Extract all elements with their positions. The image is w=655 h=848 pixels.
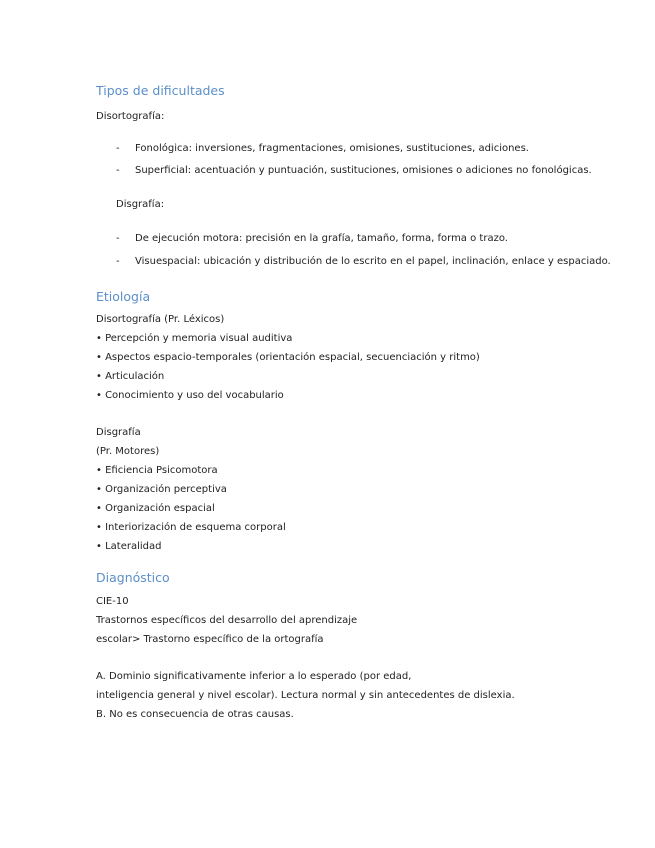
list-item: • Lateralidad xyxy=(96,541,162,552)
diagnostic-text: Trastornos específicos del desarrollo del aprendizaje xyxy=(96,615,358,626)
list-item: De ejecución motora: precisión en la grafía, tamaño, forma, forma o trazo. xyxy=(135,233,508,244)
criterion-a: A. Dominio significativamente inferior a lo esperado (por edad, xyxy=(96,671,412,682)
diagnostic-code: CIE-10 xyxy=(96,596,129,607)
list-item: • Articulación xyxy=(96,371,165,382)
section-heading-diagnostico: Diagnóstico xyxy=(96,570,170,585)
list-item: Superficial: acentuación y puntuación, sustituciones, omisiones o adiciones no fonológicas. xyxy=(135,165,592,176)
disgrafia-label: Disgrafía: xyxy=(116,199,165,210)
dash-bullet: - xyxy=(116,143,120,154)
list-item: • Conocimiento y uso del vocabulario xyxy=(96,390,284,401)
criterion-b: B. No es consecuencia de otras causas. xyxy=(96,709,294,720)
criterion-a-continued: inteligencia general y nivel escolar). Lectura normal y sin antecedentes de dislexia. xyxy=(96,690,515,701)
list-item: • Organización espacial xyxy=(96,503,215,514)
disortografia-label: Disortografía: xyxy=(96,111,165,122)
disgrafia-label: Disgrafía xyxy=(96,427,141,438)
dash-bullet: - xyxy=(116,233,120,244)
list-item: Visuespacial: ubicación y distribución de lo escrito en el papel, inclinación, enlace y espaciado. xyxy=(135,256,611,267)
list-item: • Eficiencia Psicomotora xyxy=(96,465,218,476)
dash-bullet: - xyxy=(116,165,120,176)
diagnostic-text: escolar> Trastorno específico de la ortografía xyxy=(96,634,324,645)
list-item: • Organización perceptiva xyxy=(96,484,227,495)
dash-bullet: - xyxy=(116,256,120,267)
list-item: • Interiorización de esquema corporal xyxy=(96,522,286,533)
section-heading-tipos: Tipos de dificultades xyxy=(96,83,225,98)
disgrafia-sublabel: (Pr. Motores) xyxy=(96,446,160,457)
disortografia-label: Disortografía (Pr. Léxicos) xyxy=(96,314,225,325)
section-heading-etiologia: Etiología xyxy=(96,289,151,304)
list-item: • Aspectos espacio-temporales (orientación espacial, secuenciación y ritmo) xyxy=(96,352,480,363)
list-item: • Percepción y memoria visual auditiva xyxy=(96,333,293,344)
list-item: Fonológica: inversiones, fragmentaciones, omisiones, sustituciones, adiciones. xyxy=(135,143,529,154)
